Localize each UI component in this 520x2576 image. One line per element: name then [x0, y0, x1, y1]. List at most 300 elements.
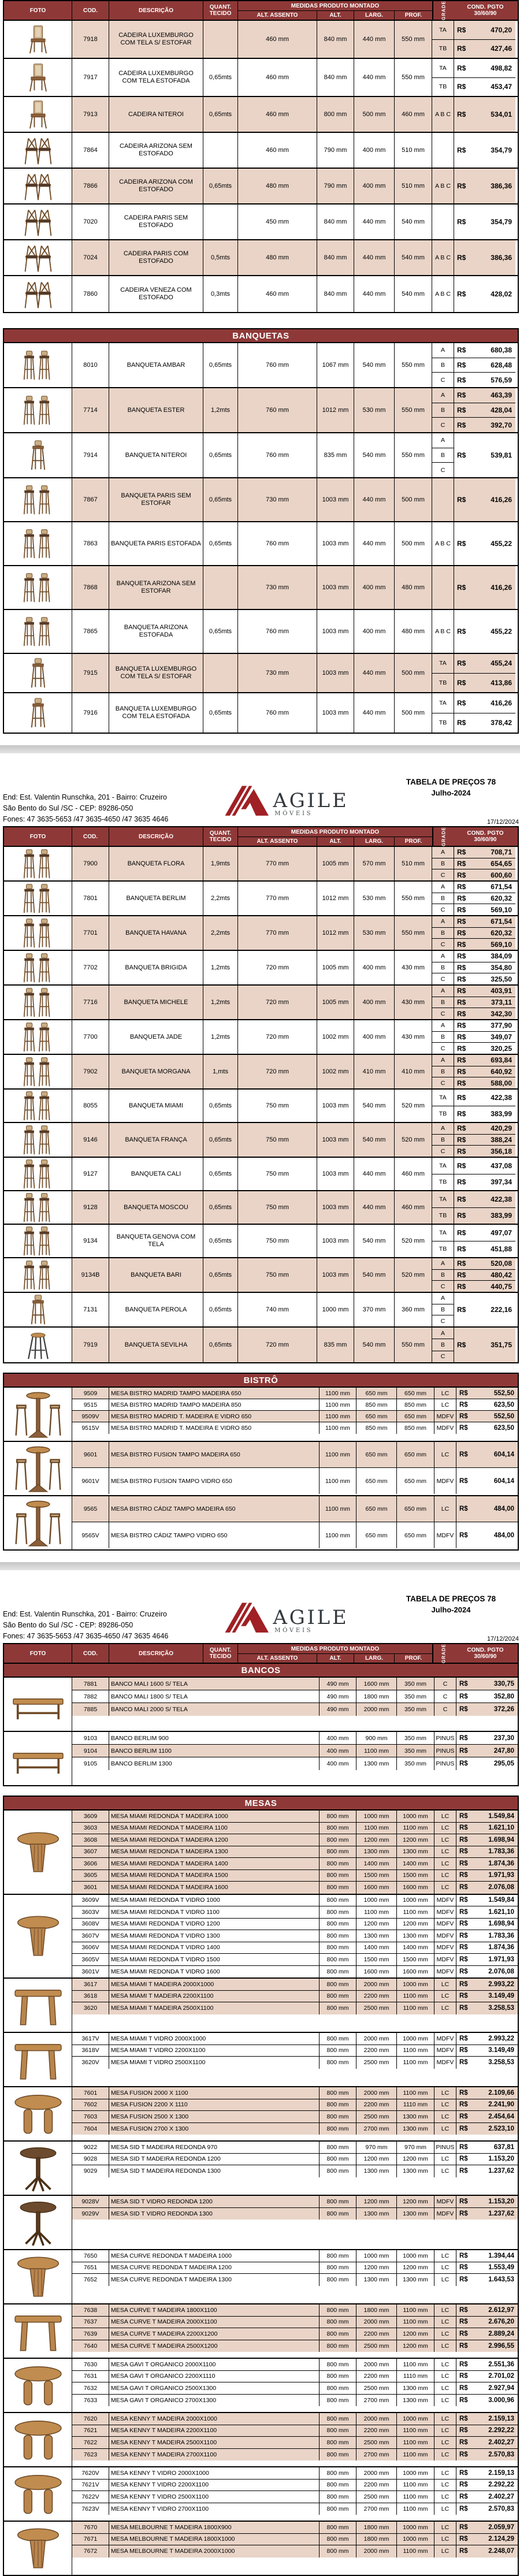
- product-code: 7860: [72, 276, 109, 312]
- product-description: MESA BISTRO FUSION TAMPO VIDRO 650: [109, 1468, 320, 1494]
- price-value: 2.292,22: [488, 2481, 514, 2489]
- width: 650 mm: [356, 1468, 397, 1494]
- height: 840 mm: [317, 59, 354, 96]
- product-row: [72, 1895, 518, 1907]
- height: 840 mm: [317, 240, 354, 275]
- width: 2000 mm: [356, 2467, 397, 2479]
- grade-cell: A: [432, 951, 454, 962]
- price-cell: [456, 2491, 518, 2503]
- product-row: [72, 2142, 518, 2154]
- price-cell: [456, 2425, 518, 2437]
- grade-price-subrow: [432, 1158, 515, 1174]
- width: 440 mm: [354, 240, 395, 275]
- price-value: 2.248,07: [488, 2548, 514, 2555]
- grade-cell: MDFV: [434, 1966, 456, 1978]
- price-value: 654,65: [491, 860, 512, 868]
- barstool-pair-icon: [13, 1158, 63, 1190]
- col-header-cond-pgto: [455, 827, 516, 846]
- seat-height: 460 mm: [238, 21, 317, 58]
- price-value: 1.237,62: [488, 2210, 514, 2217]
- product-photo: [4, 951, 72, 984]
- width: 2200 mm: [356, 1991, 397, 2002]
- product-photo: [4, 2033, 72, 2086]
- price-cell: [454, 1258, 515, 1269]
- product-photo: [4, 240, 72, 275]
- height: 800 mm: [320, 1991, 356, 2002]
- col-header-descricao: DESCRIÇÃO: [109, 1, 203, 20]
- currency-label: R$: [459, 1532, 468, 1539]
- grade-cell: TA: [432, 21, 454, 39]
- col-header-cond-pgto: [455, 1, 516, 20]
- price-cell: [456, 1895, 518, 1906]
- height: 840 mm: [317, 205, 354, 239]
- height: 800 mm: [317, 97, 354, 132]
- product-code: 7864: [72, 133, 109, 168]
- depth: 540 mm: [395, 205, 432, 239]
- price-value: 2.993,22: [488, 2035, 514, 2042]
- grade-price-subrow: [432, 693, 515, 713]
- price-value: 330,75: [493, 1680, 514, 1687]
- price-cell: [456, 2087, 518, 2099]
- seat-height: 760 mm: [238, 522, 317, 565]
- table-block: [3, 1796, 519, 2576]
- height: 1003 mm: [317, 566, 354, 609]
- grade-cell: LC: [434, 2449, 456, 2461]
- price-cell: [454, 939, 515, 950]
- grade-price-subrow: [432, 1066, 515, 1078]
- grade-cell: PINUS: [434, 2142, 456, 2153]
- product-description: CADEIRA PARIS SEM ESTOFADO: [109, 205, 203, 239]
- depth: 1300 mm: [397, 2165, 434, 2177]
- grade-cell: LC: [434, 1442, 456, 1467]
- section-banner: BANCOS: [4, 1664, 518, 1678]
- col-header-cond-pgto: [455, 1644, 516, 1663]
- product-row: [72, 1422, 518, 1434]
- price-value: 484,00: [493, 1532, 514, 1539]
- grade-cell: LC: [434, 1882, 456, 1894]
- grade-price-subrow: [432, 928, 515, 939]
- product-code: 3606V: [72, 1942, 109, 1954]
- product-row: [72, 2002, 518, 2014]
- table-block: [3, 0, 519, 313]
- grade-cell: MDFV: [434, 1930, 456, 1942]
- product-description: BANQUETA MICHELE: [109, 986, 203, 1019]
- product-row: [72, 2425, 518, 2437]
- product-code: 9515: [72, 1399, 109, 1410]
- depth: 850 mm: [397, 1422, 434, 1434]
- currency-label: R$: [457, 917, 466, 926]
- price-cell: [456, 1388, 518, 1399]
- price-cell: [454, 1032, 515, 1043]
- grade-price-subrow: [432, 847, 515, 858]
- product-description: MESA SID T MADEIRA REDONDA 1200: [109, 2154, 320, 2165]
- section-gap: [0, 313, 520, 328]
- product-group-rows: [72, 2250, 518, 2303]
- product-photo: [4, 986, 72, 1019]
- price-value: 451,88: [491, 1245, 512, 1254]
- grade-cell: A B C: [432, 276, 454, 312]
- product-description: BANQUETA MIAMI: [109, 1090, 203, 1122]
- product-description: BANQUETA PEROLA: [109, 1293, 203, 1326]
- price-cell: [456, 1811, 518, 1822]
- product-row: [72, 2033, 518, 2045]
- grade-cell: C: [440, 466, 445, 474]
- depth: 360 mm: [395, 1293, 432, 1326]
- fabric-quantity: 1,2mts: [203, 951, 238, 984]
- height: 800 mm: [320, 1895, 356, 1906]
- currency-label: R$: [459, 1389, 468, 1397]
- grade-cell: C: [432, 869, 454, 880]
- grade-price-subrow: [432, 962, 515, 974]
- price-cell: [454, 1123, 515, 1134]
- seat-height: 720 mm: [238, 1020, 317, 1054]
- price-cell: [454, 997, 515, 1008]
- product-description: MESA MIAMI T VIDRO 2000X1000: [109, 2033, 320, 2045]
- height: 800 mm: [320, 2480, 356, 2491]
- col-header-foto: FOTO: [4, 1644, 72, 1663]
- price-table-month: Julho-2024: [431, 789, 471, 797]
- product-code: 3607: [72, 1846, 109, 1858]
- product-code: 9103: [72, 1732, 109, 1744]
- product-group: [4, 2196, 518, 2250]
- product-group-rows: [72, 1388, 518, 1441]
- currency-label: R$: [459, 2427, 468, 2434]
- price-cell: [454, 373, 515, 387]
- grade-price-block: [432, 1258, 515, 1292]
- depth: 540 mm: [395, 240, 432, 275]
- currency-label: R$: [457, 44, 466, 53]
- depth: 1200 mm: [397, 2154, 434, 2165]
- price-value: 320,25: [491, 1044, 512, 1053]
- grade-cell: A: [432, 986, 454, 997]
- fabric-quantity: 0,65mts: [203, 1158, 238, 1190]
- currency-label: R$: [459, 2396, 468, 2404]
- grade-cell: A B C: [432, 169, 454, 203]
- height: 835 mm: [317, 1328, 354, 1362]
- barstool-icon: [13, 439, 63, 471]
- product-code: 3618V: [72, 2045, 109, 2057]
- grade-cell: LC: [434, 2250, 456, 2262]
- height: 400 mm: [320, 1757, 356, 1770]
- grade-price-subrow: [432, 478, 515, 521]
- seat-height: 760 mm: [238, 610, 317, 653]
- product-row: [72, 1954, 518, 1966]
- product-group: [4, 1388, 518, 1442]
- height: 800 mm: [320, 1870, 356, 1882]
- product-description: MESA FUSION 2500 X 1300: [109, 2111, 320, 2122]
- width: 440 mm: [354, 276, 395, 312]
- grade-cell: [432, 133, 454, 168]
- grade-cell: LC: [434, 1846, 456, 1858]
- product-row: [72, 1919, 518, 1931]
- currency-label: R$: [457, 848, 466, 857]
- height: 1012 mm: [317, 916, 354, 950]
- price-cell: [454, 1055, 515, 1066]
- product-photo: [4, 1732, 72, 1785]
- medidas-subheaders: [238, 837, 432, 846]
- product-description: MESA BISTRO MADRID TAMPO MADEIRA 650: [109, 1388, 320, 1399]
- pedestal-table-icon: [12, 2142, 65, 2195]
- height: 800 mm: [320, 2534, 356, 2545]
- product-code: 7700: [72, 1020, 109, 1054]
- grade-price-subrow: [432, 1270, 515, 1281]
- price-cell: [454, 610, 515, 653]
- height: 490 mm: [320, 1678, 356, 1690]
- product-code: 7620V: [72, 2467, 109, 2479]
- price-cell: [456, 2123, 518, 2135]
- product-row: [4, 276, 518, 312]
- grade-cell: LC: [434, 2340, 456, 2352]
- price-value: 388,24: [491, 1136, 512, 1144]
- grade-cell: LC: [434, 2503, 456, 2515]
- price-value: 1.237,62: [488, 2168, 514, 2175]
- price-cell: [456, 1745, 518, 1757]
- barstool-pair-icon: [13, 1259, 63, 1291]
- price-value: 1.153,20: [488, 2155, 514, 2163]
- price-value: 413,86: [491, 678, 512, 687]
- price-value: 2.159,13: [488, 2415, 514, 2422]
- width: 540 mm: [354, 343, 395, 387]
- page-gap: [0, 1570, 520, 1593]
- product-code: 3605V: [72, 1954, 109, 1965]
- currency-label: R$: [457, 421, 466, 429]
- width: 530 mm: [354, 916, 395, 950]
- currency-label: R$: [457, 1259, 466, 1268]
- product-code: 3617: [72, 1979, 109, 1990]
- product-description: BANQUETA MOSCOU: [109, 1191, 203, 1224]
- width: 2000 mm: [356, 2413, 397, 2425]
- product-group-rows: [72, 1979, 518, 2032]
- seat-height: 770 mm: [238, 916, 317, 950]
- seat-height: 750 mm: [238, 1258, 317, 1292]
- product-code: 7672: [72, 2545, 109, 2558]
- grade-price-subrow: [432, 1043, 515, 1054]
- price-table-title: TABELA DE PREÇOS 78: [406, 1594, 496, 1603]
- rect-table-icon: [12, 2033, 65, 2086]
- height: 800 mm: [320, 2425, 356, 2437]
- height: 1100 mm: [320, 1468, 356, 1494]
- depth: 650 mm: [397, 1411, 434, 1422]
- depth: 1110 mm: [397, 2099, 434, 2111]
- price-value: 470,20: [491, 25, 512, 34]
- product-row: [72, 1468, 518, 1494]
- depth: 1100 mm: [397, 2437, 434, 2448]
- width: 540 mm: [354, 1328, 395, 1362]
- grade-cell: C: [432, 1146, 454, 1157]
- width: 500 mm: [354, 97, 395, 132]
- product-description: MESA MELBOURNE T MADEIRA 1800X1000: [109, 2534, 320, 2545]
- product-code: 7620: [72, 2413, 109, 2425]
- product-row: [72, 2545, 518, 2558]
- grade-cell: A: [432, 433, 454, 448]
- price-value: 1.549,84: [488, 1812, 514, 1820]
- grade-cell: MDFV: [434, 1411, 456, 1422]
- currency-label: R$: [459, 2210, 468, 2217]
- grade-price-subrow: [432, 1241, 515, 1258]
- grade-cell: A: [432, 1258, 454, 1269]
- height: 790 mm: [317, 169, 354, 203]
- currency-label: R$: [459, 2125, 468, 2132]
- width: 440 mm: [354, 693, 395, 733]
- price-cell: [454, 654, 515, 673]
- round-table-icon: [12, 1817, 65, 1887]
- currency-label: R$: [459, 1993, 468, 2000]
- product-code: 7621: [72, 2425, 109, 2437]
- product-code: 3618: [72, 1991, 109, 2002]
- currency-label: R$: [459, 2523, 468, 2531]
- grade-cell: MDFV: [434, 2045, 456, 2057]
- price-value: 386,36: [491, 254, 512, 262]
- grade-cell: C: [432, 1043, 454, 1054]
- height: 835 mm: [317, 433, 354, 477]
- product-description: BANQUETA BERLIM: [109, 882, 203, 915]
- company-logo: [194, 1593, 383, 1643]
- price-cell: [456, 2503, 518, 2515]
- product-description: MESA CURVE T MADEIRA 1800X1100: [109, 2304, 320, 2316]
- price-cell: [454, 418, 515, 432]
- product-description: MESA KENNY T VIDRO 2500X1100: [109, 2491, 320, 2503]
- price-cell: [454, 1270, 515, 1281]
- grade-cell: LC: [434, 1991, 456, 2002]
- price-cell: [456, 2111, 518, 2122]
- currency-label: R$: [459, 2059, 468, 2066]
- depth: 1100 mm: [397, 2304, 434, 2316]
- product-code: 7024: [72, 240, 109, 275]
- price-cell: [454, 478, 515, 521]
- price-cell: [456, 2099, 518, 2111]
- fabric-quantity: 0,65mts: [203, 610, 238, 653]
- height: 800 mm: [320, 1919, 356, 1930]
- product-description: BANCO MALI 2000 S/ TELA: [109, 1703, 320, 1716]
- product-code: 7640: [72, 2340, 109, 2352]
- depth: 1100 mm: [397, 2317, 434, 2328]
- product-description: BANCO BERLIM 1100: [109, 1745, 320, 1757]
- chair-pair-icon: [13, 134, 63, 166]
- width: 2000 mm: [356, 1703, 397, 1716]
- product-code: 9028: [72, 2154, 109, 2165]
- price-value: 569,10: [491, 905, 512, 914]
- product-description: CADEIRA PARIS COM ESTOFADO: [109, 240, 203, 275]
- grade-cell: [432, 478, 454, 521]
- section-banner: BANQUETAS: [4, 329, 518, 343]
- depth: 460 mm: [395, 1158, 432, 1190]
- depth: 1000 mm: [397, 2413, 434, 2425]
- product-row: [4, 21, 518, 59]
- price-cell: [454, 1225, 515, 1241]
- depth: 1100 mm: [397, 2545, 434, 2558]
- product-photo: [4, 59, 72, 96]
- depth: 1000 mm: [397, 2250, 434, 2262]
- product-code: 3601V: [72, 1966, 109, 1978]
- col-header-alt-assento: ALT. ASSENTO: [238, 837, 317, 846]
- price-value: 3.258,53: [488, 2005, 514, 2012]
- grade-cell: C: [432, 1351, 454, 1362]
- price-value: 428,04: [491, 406, 512, 414]
- currency-label: R$: [457, 1306, 466, 1314]
- price-cell: [456, 2317, 518, 2328]
- product-code: 9028V: [72, 2196, 109, 2207]
- price-value: 351,75: [491, 1341, 512, 1349]
- product-row: [72, 1966, 518, 1978]
- grade-price-subrow: [432, 869, 515, 880]
- product-code: 7651: [72, 2262, 109, 2274]
- product-code: 7603: [72, 2111, 109, 2122]
- depth: 650 mm: [397, 1522, 434, 1548]
- grade-cell: TB: [432, 78, 454, 96]
- height: 840 mm: [317, 21, 354, 58]
- quant-line-1: QUANT.: [209, 4, 232, 10]
- depth: 650 mm: [397, 1496, 434, 1522]
- height: 1100 mm: [320, 1388, 356, 1399]
- price-cell: [454, 1066, 515, 1077]
- grade-price-subrow: [432, 59, 515, 78]
- height: 800 mm: [320, 2340, 356, 2352]
- grade-price-subrow: [432, 1135, 515, 1146]
- width: 400 mm: [354, 610, 395, 653]
- currency-label: R$: [457, 1245, 466, 1254]
- product-description: MESA KENNY T MADEIRA 2200X1100: [109, 2425, 320, 2437]
- grade-price-block: [432, 522, 515, 565]
- section-gap: [0, 1786, 520, 1796]
- currency-label: R$: [459, 2451, 468, 2458]
- height: 1003 mm: [317, 654, 354, 692]
- price-cell: [454, 1008, 515, 1019]
- fabric-quantity: 1,9mts: [203, 847, 238, 880]
- grade-cell: A: [432, 916, 454, 927]
- depth: 1100 mm: [397, 2045, 434, 2057]
- col-header-quant-tecido: [203, 1, 238, 20]
- price-cell: [454, 1158, 515, 1174]
- price-cell: [456, 1919, 518, 1930]
- product-description: MESA MIAMI REDONDA T VIDRO 1500: [109, 1954, 320, 1965]
- bistro-set-icon: [12, 1442, 65, 1495]
- grade-price-subrow: [432, 21, 515, 40]
- chair-pair-icon: [13, 278, 63, 310]
- currency-label: R$: [457, 391, 466, 400]
- product-row: [72, 2165, 518, 2177]
- product-row: [4, 986, 518, 1020]
- currency-label: R$: [459, 1897, 468, 1904]
- height: 1012 mm: [317, 882, 354, 915]
- price-cell: [454, 973, 515, 984]
- grade-price-block: [432, 654, 515, 692]
- product-photo: [4, 654, 72, 692]
- depth: 1100 mm: [397, 2503, 434, 2515]
- product-description: MESA SID T VIDRO REDONDA 1200: [109, 2196, 320, 2207]
- width: 1000 mm: [356, 1895, 397, 1906]
- grade-price-block: [432, 388, 515, 432]
- agile-logo-icon: [222, 783, 355, 819]
- width: 400 mm: [354, 986, 395, 1019]
- height: 1003 mm: [317, 610, 354, 653]
- width: 2500 mm: [356, 2002, 397, 2014]
- width: 440 mm: [354, 1191, 395, 1224]
- currency-label: R$: [457, 110, 466, 118]
- chair-pair-icon: [13, 170, 63, 202]
- product-description: BANCO MALI 1600 S/ TELA: [109, 1678, 320, 1690]
- product-row: [4, 1293, 518, 1328]
- col-header-foto: FOTO: [4, 827, 72, 846]
- grade-cell: TA: [432, 1090, 454, 1106]
- barstool-icon: [13, 657, 63, 689]
- width: 530 mm: [354, 882, 395, 915]
- grade-cell: LC: [434, 1399, 456, 1410]
- grade-cell: LC: [434, 2480, 456, 2491]
- product-row: [72, 2503, 518, 2515]
- price-value: 420,29: [491, 1124, 512, 1133]
- product-description: BANQUETA ESTER: [109, 388, 203, 432]
- product-code: 7670: [72, 2522, 109, 2533]
